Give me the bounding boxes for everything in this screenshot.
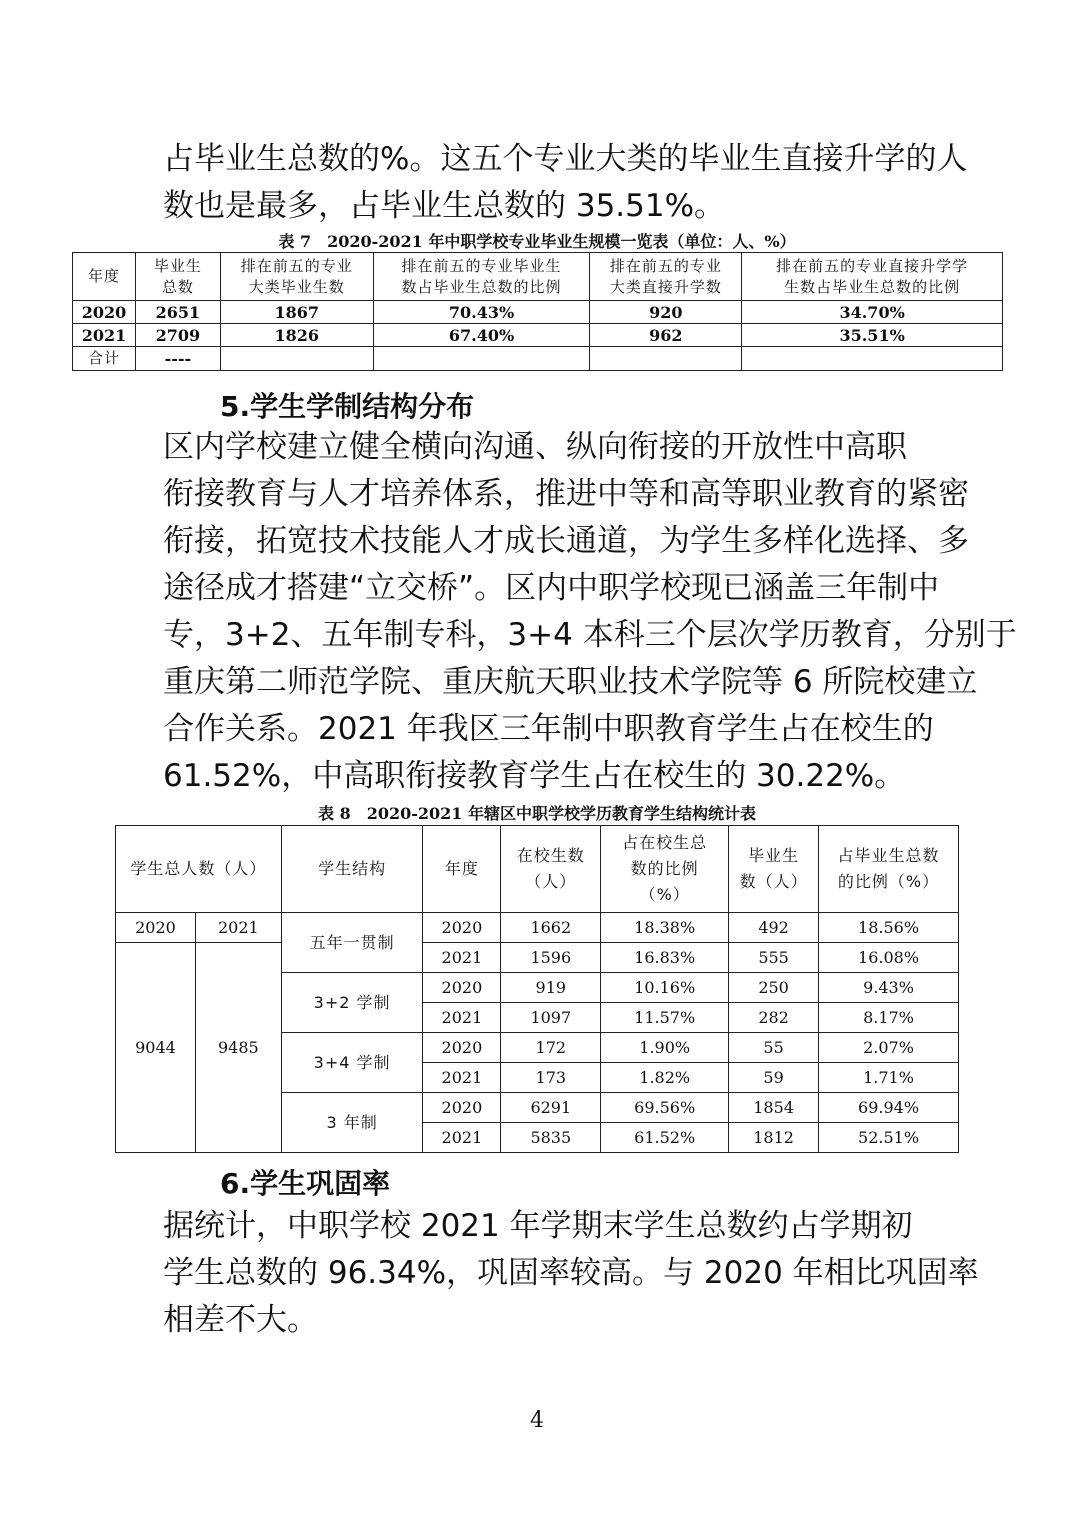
table7-cell (373, 347, 590, 371)
table8-cell: 1.71% (819, 1063, 959, 1093)
table8-cell: 250 (729, 973, 819, 1003)
table8-cell: 9.43% (819, 973, 959, 1003)
table8-cell: 2020 (423, 973, 501, 1003)
table8-cell: 1812 (729, 1123, 819, 1153)
table8-cell: 8.17% (819, 1003, 959, 1033)
table7-caption: 表 7 2020-2021 年中职学校专业毕业生规模一览表（单位：人、%） (278, 232, 796, 251)
table8-cell: 10.16% (601, 973, 729, 1003)
table8-group-name: 3 年制 (281, 1093, 423, 1153)
table7-cell (742, 347, 1003, 371)
table-row (116, 943, 959, 973)
table8-cell: 69.56% (601, 1093, 729, 1123)
table7-header-cell: 排在前五的专业 大类直接升学数 (590, 253, 742, 301)
table7-cell: 34.70% (742, 301, 1003, 324)
table7-cell: 1826 (220, 324, 373, 347)
table8-cell: 1.82% (601, 1063, 729, 1093)
table7-cell: 2021 (73, 324, 136, 347)
table7-header-cell: 毕业生 总数 (135, 253, 220, 301)
intro-line-1: 占毕业生总数的%。这五个专业大类的毕业生直接升学的人 (163, 141, 968, 177)
table8-cell: 55 (729, 1033, 819, 1063)
table8-total-value: 9485 (195, 943, 281, 1153)
table8-caption: 表 8 2020-2021 年辖区中职学校学历教育学生结构统计表 (318, 804, 756, 823)
table-row (73, 324, 1003, 347)
table8-cell: 61.52% (601, 1123, 729, 1153)
table7-cell: 1867 (220, 301, 373, 324)
table8 (115, 825, 959, 1153)
table8-group-name: 3+2 学制 (281, 973, 423, 1033)
table8-cell: 2020 (423, 1093, 501, 1123)
table7-cell: 2020 (73, 301, 136, 324)
table8-cell: 2021 (423, 1003, 501, 1033)
table8-cell: 16.08% (819, 943, 959, 973)
table8-cell: 1596 (501, 943, 601, 973)
table8-header-enrolled-ratio: 占在校生总 数的比例 （%） (601, 826, 729, 913)
table8-cell: 1662 (501, 913, 601, 943)
table7-cell: 962 (590, 324, 742, 347)
table8-cell: 919 (501, 973, 601, 1003)
table8-cell: 2021 (423, 943, 501, 973)
table-row (73, 347, 1003, 371)
table8-cell: 282 (729, 1003, 819, 1033)
table8-cell: 1.90% (601, 1033, 729, 1063)
section6-heading: 6.学生巩固率 (220, 1167, 391, 1200)
table7-cell: 70.43% (373, 301, 590, 324)
section6-line: 学生总数的 96.34%，巩固率较高。与 2020 年相比巩固率 (163, 1255, 979, 1291)
table8-total-year: 2021 (195, 913, 281, 943)
table7-cell: 合计 (73, 347, 136, 371)
table8-cell: 173 (501, 1063, 601, 1093)
table8-cell: 2020 (423, 1033, 501, 1063)
table8-cell: 52.51% (819, 1123, 959, 1153)
table7-cell: 2709 (135, 324, 220, 347)
table8-cell: 59 (729, 1063, 819, 1093)
table8-cell: 5835 (501, 1123, 601, 1153)
table8-header-enrolled: 在校生数 （人） (501, 826, 601, 913)
intro-line-2: 数也是最多，占毕业生总数的 35.51%。 (163, 188, 726, 224)
table7-cell (590, 347, 742, 371)
table8-header-structure: 学生结构 (281, 826, 423, 913)
table8-cell: 172 (501, 1033, 601, 1063)
table7-cell: ---- (135, 347, 220, 371)
section5-heading: 5.学生学制结构分布 (220, 390, 475, 423)
table8-header-year: 年度 (423, 826, 501, 913)
table7 (72, 252, 1003, 371)
table8-cell: 6291 (501, 1093, 601, 1123)
table8-group-name: 五年一贯制 (281, 913, 423, 973)
section5-line: 合作关系。2021 年我区三年制中职教育学生占在校生的 (163, 711, 934, 747)
table7-header-row (73, 253, 1003, 301)
table7-cell: 2651 (135, 301, 220, 324)
table8-cell: 492 (729, 913, 819, 943)
table8-group-name: 3+4 学制 (281, 1033, 423, 1093)
table8-header-total: 学生总人数（人） (116, 826, 282, 913)
table8-cell: 1854 (729, 1093, 819, 1123)
table7-cell (220, 347, 373, 371)
table7-header-cell: 排在前五的专业毕业生 数占毕业生总数的比例 (373, 253, 590, 301)
table8-cell: 16.83% (601, 943, 729, 973)
section5-line: 途径成才搭建“立交桥”。区内中职学校现已涵盖三年制中 (163, 570, 940, 606)
table8-cell: 555 (729, 943, 819, 973)
table8-total-value: 9044 (116, 943, 196, 1153)
table8-cell: 69.94% (819, 1093, 959, 1123)
table-row (116, 913, 959, 943)
table8-total-year: 2020 (116, 913, 196, 943)
table7-cell: 35.51% (742, 324, 1003, 347)
table8-cell: 18.56% (819, 913, 959, 943)
table8-cell: 1097 (501, 1003, 601, 1033)
table8-cell: 2020 (423, 913, 501, 943)
table7-header-cell: 排在前五的专业直接升学学 生数占毕业生总数的比例 (742, 253, 1003, 301)
table8-cell: 11.57% (601, 1003, 729, 1033)
section5-line: 专，3+2、五年制专科，3+4 本科三个层次学历教育，分别于 (163, 617, 1017, 653)
table8-cell: 2.07% (819, 1033, 959, 1063)
section5-line: 衔接教育与人才培养体系，推进中等和高等职业教育的紧密 (163, 476, 969, 512)
section6-line: 据统计，中职学校 2021 年学期末学生总数约占学期初 (163, 1208, 913, 1244)
section6-line: 相差不大。 (163, 1302, 318, 1338)
table7-cell: 67.40% (373, 324, 590, 347)
section5-line: 61.52%，中高职衔接教育学生占在校生的 30.22%。 (163, 758, 906, 794)
table8-header-row (116, 826, 959, 913)
table8-header-grads: 毕业生 数（人） (729, 826, 819, 913)
table8-header-grads-ratio: 占毕业生总数 的比例（%） (819, 826, 959, 913)
page-number: 4 (530, 1408, 544, 1433)
table7-header-cell: 年度 (73, 253, 136, 301)
section5-line: 区内学校建立健全横向沟通、纵向衔接的开放性中高职 (163, 429, 907, 465)
table8-cell: 18.38% (601, 913, 729, 943)
section5-line: 衔接，拓宽技术技能人才成长通道，为学生多样化选择、多 (163, 523, 969, 559)
table8-cell: 2021 (423, 1063, 501, 1093)
table7-header-cell: 排在前五的专业 大类毕业生数 (220, 253, 373, 301)
section5-line: 重庆第二师范学院、重庆航天职业技术学院等 6 所院校建立 (163, 664, 978, 700)
table7-cell: 920 (590, 301, 742, 324)
table8-cell: 2021 (423, 1123, 501, 1153)
table-row (73, 301, 1003, 324)
